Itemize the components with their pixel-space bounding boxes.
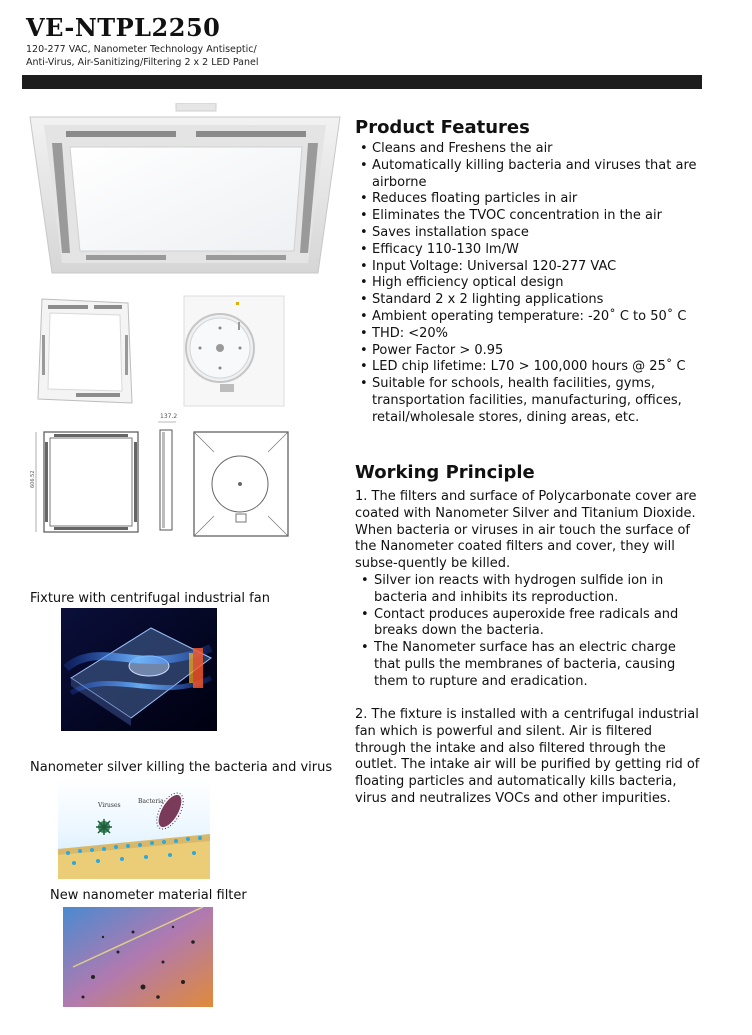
list-item: • Suitable for schools, health facilities, gyms, transportation facilities, manufacturing, offices, retail/wholesale stores, dining areas, etc. [358,376,703,426]
list-item: • Input Voltage: Universal 120-277 VAC [358,259,703,276]
list-item: • Eliminates the TVOC concentration in the air [358,208,703,225]
list-item: • THD: <20% [358,326,703,343]
header-divider-bar [22,75,702,89]
list-item: • Ambient operating temperature: -20˚ C to 50˚ C [358,309,703,326]
dimension-front-label: 606.52 [30,470,36,488]
list-item: • High efficiency optical design [358,275,703,292]
principle-bullet-list [358,573,703,691]
list-item: • Efficacy 110-130 lm/W [358,242,703,259]
list-item: • Saves installation space [358,225,703,242]
principle-paragraph-2: 2. The fixture is installed with a centrifugal industrial fan which is powerful and silent. Air is filtered through the intake and also filtered through the outlet. The intake air will be purified by getting rid of floating particles and automatically kills bacteria, virus and neutralizes VOCs and other impurities. [355,707,700,806]
nanometer-silver-image [58,779,210,879]
fan-fixture-caption: Fixture with centrifugal industrial fan [30,591,270,606]
virus-icon [96,819,112,835]
list-item: • The Nanometer surface has an electric charge that pulls the membranes of bacteria, causing them to rupture and eradication. [358,640,703,690]
technical-drawing-side [148,410,184,540]
list-item: • Contact produces auperoxide free radicals and breaks down the bacteria. [358,607,703,641]
dimension-side-label: 137.2 [160,413,178,420]
list-item: • Power Factor > 0.95 [358,343,703,360]
principle-paragraph-1: 1. The filters and surface of Polycarbonate cover are coated with Nanometer Silver and Titanium Dioxide. When bacteria or viruses in air touch the surface of the Nanometer coated filters and cover, they will subse-quently be killed. [355,489,697,572]
technical-drawing-back [192,430,290,540]
panel-back-view-image [180,292,288,410]
technical-drawing-front [30,428,142,540]
fan-fixture-image [61,608,217,731]
nanometer-silver-caption: Nanometer silver killing the bacteria and virus [30,760,333,775]
filter-material-image [63,907,213,1007]
product-model-title: VE-NTPL2250 [26,13,221,42]
list-item: • Reduces floating particles in air [358,191,703,208]
product-features-heading: Product Features [355,117,530,138]
panel-front-view-image [36,295,136,407]
list-item: • Cleans and Freshens the air [358,141,703,158]
list-item: • Standard 2 x 2 lighting applications [358,292,703,309]
panel-perspective-image [26,103,344,278]
product-subtitle [26,43,366,69]
filter-material-caption: New nanometer material filter [50,888,247,903]
working-principle-heading: Working Principle [355,462,535,483]
list-item: • Automatically killing bacteria and viruses that are airborne [358,158,703,192]
product-features-list [358,141,703,427]
subtitle-line-2: Anti-Virus, Air-Sanitizing/Filtering 2 x 2 LED Panel [26,57,259,68]
list-item: • Silver ion reacts with hydrogen sulfide ion in bacteria and inhibits its reproduction. [358,573,703,607]
subtitle-line-1: 120-277 VAC, Nanometer Technology Antiseptic/ [26,44,257,55]
virus-label: Viruses [98,802,121,809]
bacteria-label: Bacteria [138,798,164,805]
list-item: • LED chip lifetime: L70 > 100,000 hours @ 25˚ C [358,359,703,376]
